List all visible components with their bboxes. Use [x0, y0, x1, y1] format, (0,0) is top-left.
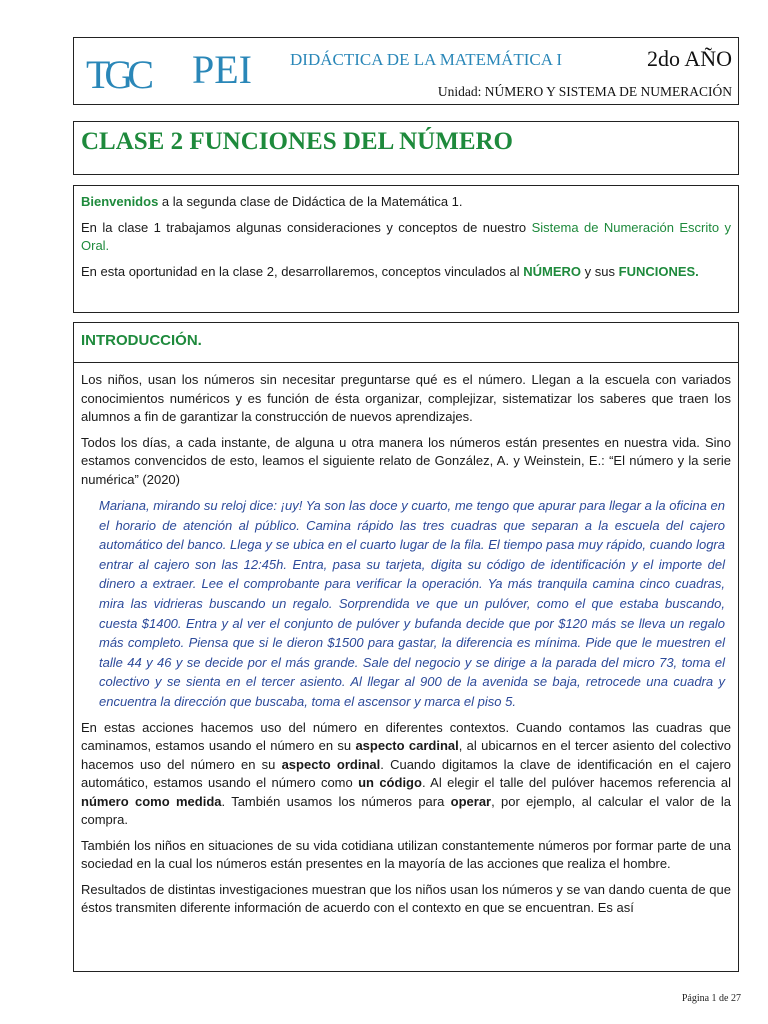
p3-text-5: . También usamos los números para — [221, 793, 451, 809]
term-operar: operar — [450, 793, 492, 809]
page-number: Página 1 de 27 — [681, 993, 741, 1004]
intro-paragraph-1: Los niños, usan los números sin necesitar preguntarse qué es el número. Llegan a la escuela con variados conocimientos numéricos y es función de ésta organizar, complejizar, sistematizar los saberes que traen los alumnos a fin de garantizar la construcción de nuevos aprendizajes. — [81, 372, 731, 424]
welcome-text-4: y sus — [581, 263, 619, 279]
welcome-text: a la segunda clase de Didáctica de la Matemática 1. — [158, 194, 463, 209]
p3-text-1: En estas acciones hacemos uso del número en diferentes contextos. Cuando contamos las cuadras que caminamos, estamos usando el número en su — [81, 719, 731, 754]
term-cardinal: aspecto cardinal — [355, 738, 459, 754]
p3-text-2: , al ubicarnos en el tercer asiento del colectivo hacemos uso del número en su — [81, 738, 731, 772]
introduction-box — [73, 322, 739, 972]
term-ordinal: aspecto ordinal — [281, 756, 381, 772]
system-link[interactable]: Sistema de Numeración Escrito y Oral. — [81, 219, 732, 253]
keyword-funciones: FUNCIONES. — [618, 263, 699, 279]
course-title: DIDÁCTICA DE LA MATEMÁTICA I — [290, 50, 562, 69]
welcome-text-3: En esta oportunidad en la clase 2, desarrollaremos, conceptos vinculados al — [81, 263, 524, 279]
term-medida: número como medida — [81, 793, 222, 809]
intro-paragraph-3 — [81, 719, 731, 830]
introduction-header — [74, 323, 738, 363]
tgc-logo — [84, 50, 166, 94]
p3-text-6: , por ejemplo, al calcular el valor de la compra. — [81, 793, 731, 828]
keyword-numero: NÚMERO — [523, 263, 582, 279]
story-quote: Mariana, mirando su reloj dice: ¡uy! Ya son las doce y cuarto, me tengo que apurar para llegar a la oficina en el horario de atención al público. Camina rápido las tres cuadras que separan a la escuela del cajero automático del banco. Llega y se ubica en el cuarto lugar de la fila. El tiempo pasa muy rápido, cuando logra entrar al cajero son las 12:45h. Entra, pasa su tarjeta, digita su código de identificación y el importe del dinero a extraer. Lee el comprobante para verificar la operación. Ya más tranquila camina cinco cuadras, mira las vidrieras buscando un regalo. Sorprendida ve que un pulóver, como el que estaba buscando, cuesta $1400. Entra y al ver el conjunto de pulóver y bufanda decide que por $120 más se lleva un regalo más completo. Piensa que si le dieron $1500 para gastar, la diferencia es mínima. Pide que le muestren el talle 44 y 46 y se decide por el más grande. Sale del negocio y se dirige a la parada del micro 73, toma el colectivo y se sienta en el tercer asiento. Al llegar al 900 de la avenida se baja, retrocede una cuadra y encuentra la dirección que buscaba, toma el ascensor y marca el piso 5. — [99, 498, 725, 709]
p3-text-4: . Al elegir el talle del pulóver hacemos referencia al — [421, 775, 731, 791]
p3-text-3: . Cuando digitamos la clave de identificación en el cajero automático, estamos usando el número como — [81, 756, 731, 791]
intro-paragraph-4: También los niños en situaciones de su vida cotidiana utilizan constantemente números por formar parte de una sociedad en la cual los números están presentes en la mayoría de las acciones que realiza el hombre. — [81, 837, 731, 872]
year-label: 2do AÑO — [647, 46, 732, 71]
intro-paragraph-5: Resultados de distintas investigaciones muestran que los niños usan los números y se van dando cuenta de que éstos transmiten diferente información de acuerdo con el contexto en que se encuentran. Es así — [81, 881, 731, 916]
welcome-paragraph-1 — [81, 193, 731, 212]
welcome-text-2: En la clase 1 trabajamos algunas consideraciones y conceptos de nuestro — [81, 219, 532, 235]
header — [73, 37, 739, 105]
introduction-title: INTRODUCCIÓN. — [81, 332, 202, 349]
welcome-paragraph-3 — [81, 263, 731, 282]
welcome-paragraph-2 — [81, 219, 731, 256]
page-title: CLASE 2 FUNCIONES DEL NÚMERO — [81, 128, 514, 155]
term-codigo: un código — [358, 775, 422, 791]
welcome-bold: Bienvenidos — [81, 194, 159, 209]
introduction-body — [74, 363, 738, 918]
intro-paragraph-2: Todos los días, a cada instante, de alguna u otra manera los números están presentes en nuestra vida. Sino estamos convencidos de esto, leamos el siguiente relato de González, A. y Weinstein, E.: “El número y la serie numérica” (2020) — [81, 434, 731, 487]
unit-label: Unidad: NÚMERO Y SISTEMA DE NUMERACIÓN — [437, 84, 732, 99]
brand-pei: PEI — [192, 47, 252, 92]
title-box — [73, 121, 739, 175]
svg-text:TGC: TGC — [86, 52, 148, 94]
welcome-box — [73, 185, 739, 313]
